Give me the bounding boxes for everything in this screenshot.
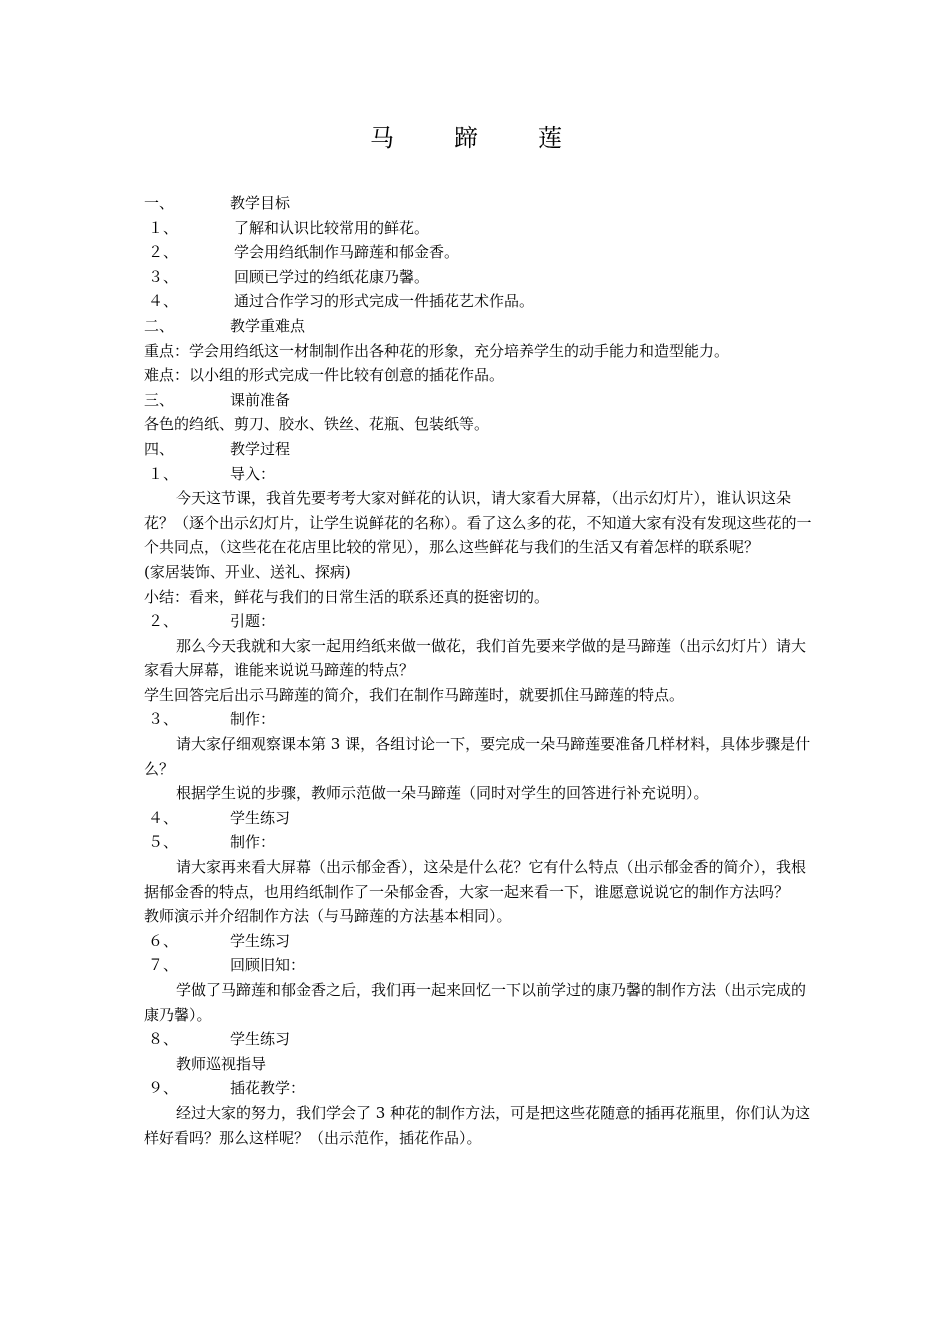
paragraph: 学做了马蹄莲和郁金香之后，我们再一起来回忆一下以前学过的康乃馨的制作方法（出示完成的康乃馨）。 bbox=[144, 981, 807, 1024]
page-title: 马 蹄 莲 bbox=[370, 124, 580, 152]
step-title: 制作： bbox=[230, 710, 276, 729]
section-number: 一、 bbox=[144, 194, 175, 212]
section-number: 三、 bbox=[144, 390, 175, 409]
item-number: ４、 bbox=[148, 292, 179, 311]
difficult-point-text: 难点：以小组的形式完成一件比较有创意的插花作品。 bbox=[144, 366, 505, 385]
section-title: 课前准备 bbox=[230, 390, 291, 409]
preparation-text: 各色的绉纸、剪刀、胶水、铁丝、花瓶、包装纸等。 bbox=[144, 415, 490, 434]
step-number: ７、 bbox=[148, 956, 179, 975]
section-number: 四、 bbox=[144, 439, 175, 458]
step-number: ８、 bbox=[148, 1030, 179, 1049]
step-title: 回顾旧知： bbox=[230, 956, 306, 975]
document-body bbox=[144, 191, 812, 1150]
step-heading bbox=[144, 1076, 812, 1101]
section-heading bbox=[144, 437, 812, 462]
step-number: ５、 bbox=[148, 833, 179, 852]
paragraph: 请大家仔细观察课本第 3 课，各组讨论一下，要完成一朵马蹄莲要准备几样材料，具体步骤是什么？ bbox=[144, 735, 811, 778]
paragraph: 教师巡视指导 bbox=[176, 1054, 267, 1073]
list-item bbox=[144, 289, 812, 314]
item-number: ２、 bbox=[148, 243, 179, 262]
step-heading bbox=[144, 806, 812, 831]
section-number: 二、 bbox=[144, 316, 175, 335]
paragraph: 学生回答完后出示马蹄莲的简介，我们在制作马蹄莲时，就要抓住马蹄莲的特点。 bbox=[144, 685, 685, 704]
section-title: 教学过程 bbox=[230, 439, 291, 458]
section-title: 教学目标 bbox=[230, 194, 291, 212]
paragraph: (家居装饰、开业、送礼、探病) bbox=[144, 562, 351, 581]
list-item bbox=[144, 216, 812, 241]
summary-text: 小结：看来，鲜花与我们的日常生活的联系还真的挺密切的。 bbox=[144, 587, 550, 606]
paragraph: 根据学生说的步骤，教师示范做一朵马蹄莲（同时对学生的回答进行补充说明）。 bbox=[176, 784, 709, 803]
section-heading bbox=[144, 191, 812, 216]
list-item bbox=[144, 240, 812, 265]
step-heading bbox=[144, 707, 812, 732]
step-heading bbox=[144, 462, 812, 487]
list-item bbox=[144, 265, 812, 290]
section-title: 教学重难点 bbox=[230, 316, 306, 335]
step-heading bbox=[144, 609, 812, 634]
step-title: 插花教学： bbox=[230, 1079, 306, 1098]
step-title: 学生练习 bbox=[230, 808, 291, 827]
step-title: 学生练习 bbox=[230, 1030, 291, 1049]
item-text: 通过合作学习的形式完成一件插花艺术作品。 bbox=[234, 292, 535, 311]
item-text: 学会用绉纸制作马蹄莲和郁金香。 bbox=[234, 243, 460, 262]
step-number: ６、 bbox=[148, 931, 179, 950]
section-heading bbox=[144, 314, 812, 339]
step-number: ９、 bbox=[148, 1079, 179, 1098]
paragraph: 那么今天我就和大家一起用绉纸来做一做花，我们首先要来学做的是马蹄莲（出示幻灯片）请大家看大屏幕，谁能来说说马蹄莲的特点？ bbox=[144, 636, 807, 680]
key-point-text: 重点：学会用绉纸这一材制制作出各种花的形象，充分培养学生的动手能力和造型能力。 bbox=[144, 341, 730, 360]
step-title: 制作： bbox=[230, 833, 276, 852]
item-number: ３、 bbox=[148, 267, 179, 286]
step-heading bbox=[144, 953, 812, 978]
paragraph: 今天这节课，我首先要考考大家对鲜花的认识，请大家看大屏幕，（出示幻灯片），谁认识这朵花？（逐个出示幻灯片，让学生说鲜花的名称）。看了这么多的花，不知道大家有没有发现这些花的一个共同点，（这些花在花店里比较的常见），那么这些鲜花与我们的生活又有着怎样的联系呢？ bbox=[144, 489, 812, 557]
item-text: 回顾已学过的绉纸花康乃馨。 bbox=[234, 267, 430, 286]
step-title: 引题： bbox=[230, 612, 276, 631]
step-heading bbox=[144, 1027, 812, 1052]
step-title: 学生练习 bbox=[230, 931, 291, 950]
step-number: ３、 bbox=[148, 710, 179, 729]
paragraph: 经过大家的努力，我们学会了 3 种花的制作方法，可是把这些花随意的插再花瓶里，你们认为这样好看吗？那么这样呢？（出示范作，插花作品）。 bbox=[144, 1103, 811, 1147]
step-number: １、 bbox=[148, 464, 179, 483]
step-heading bbox=[144, 830, 812, 855]
paragraph: 请大家再来看大屏幕（出示郁金香），这朵是什么花？它有什么特点（出示郁金香的简介），我根据郁金香的特点，也用绉纸制作了一朵郁金香，大家一起来看一下，谁愿意说说它的制作方法吗？ bbox=[144, 858, 807, 901]
item-text: 了解和认识比较常用的鲜花。 bbox=[234, 218, 430, 237]
step-number: ２、 bbox=[148, 612, 179, 631]
step-number: ４、 bbox=[148, 808, 179, 827]
item-number: １、 bbox=[148, 218, 179, 237]
step-heading bbox=[144, 929, 812, 954]
step-title: 导入： bbox=[230, 464, 276, 483]
paragraph: 教师演示并介绍制作方法（与马蹄莲的方法基本相同）。 bbox=[144, 907, 512, 926]
section-heading bbox=[144, 388, 812, 413]
